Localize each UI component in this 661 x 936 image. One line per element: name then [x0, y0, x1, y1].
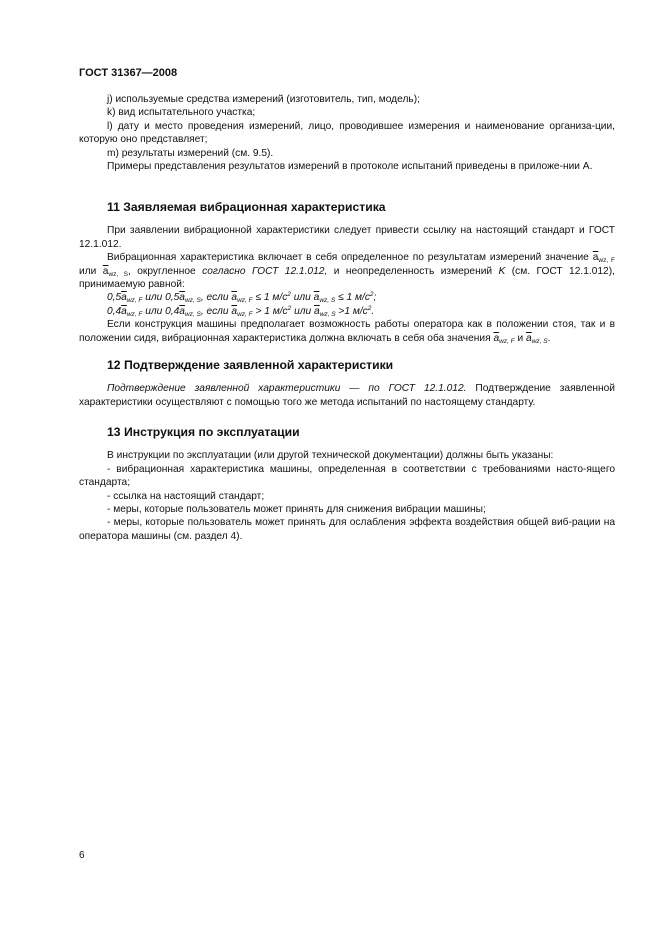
- page-number: 6: [79, 850, 85, 861]
- section-13-item-1: - вибрационная характеристика машины, определенная в соответствии с требованиями насто-ящего стандарта;: [79, 463, 615, 489]
- section-13-heading: 13 Инструкция по эксплуатации: [107, 425, 300, 439]
- section-13-item-3: - меры, которые пользователь может принять для снижения вибрации машины;: [107, 504, 486, 516]
- section-11-paragraph-3: Если конструкция машины предполагает возможность работы оператора как в положении стоя, так и в положении сидя, вибрационная характеристика должна включать в себя оба значения $\overline{a}_{wz, F}$ и $\overline{a}_{wz, S}$.: [79, 319, 615, 345]
- list-item-k: k) вид испытательного участка;: [107, 107, 256, 119]
- section-13-intro: В инструкции по эксплуатации (или другой технической документации) должны быть указаны:: [107, 450, 554, 462]
- section-13: [79, 426, 615, 543]
- list-item-m: m) результаты измерений (см. 9.5).: [107, 147, 274, 159]
- section-11: [79, 201, 615, 345]
- section-11-paragraph-1: При заявлении вибрационной характеристики следует привести ссылку на настоящий стандарт и ГОСТ 12.1.012.: [79, 225, 615, 250]
- list-item-j: j) используемые средства измерений (изготовитель, тип, модель);: [107, 94, 420, 105]
- section-12: [79, 359, 615, 409]
- section-11-paragraph-2: Вибрационная характеристика включает в себя определенное по результатам измерений значение $\overline{a}_{wz, F}$ или $\overline{a}_{wz, S}$, округленное согласно ГОСТ 12.1.012, и неопределенность измерений K (см. ГОСТ 12.1.012), принимаемую равной:: [79, 252, 616, 291]
- section-13-item-2: - ссылка на настоящий стандарт;: [107, 490, 265, 502]
- list-block: [79, 93, 615, 173]
- formula-line-2: $0,4\overline{a}_{wz, F}$ или $0,4\overline{a}_{wz, S}$, если $\overline{a}_{wz, F} > 1$ $м/с^2$ или $\overline{a}_{wz, S} >1$ $м/с^2$.: [107, 304, 375, 318]
- formula-line-1: $0,5\overline{a}_{wz, F}$ или $0,5\overline{a}_{wz, S}$, если $\overline{a}_{wz, F} \le 1$ $м/с^2$ или $\overline{a}_{wz, S} \le 1$ $м/с^2$;: [107, 291, 377, 305]
- section-12-heading: 12 Подтверждение заявленной характеристики: [107, 358, 394, 372]
- examples-paragraph: Примеры представления результатов измерений в протоколе испытаний приведены в приложе-нии А.: [107, 161, 593, 173]
- section-11-heading: 11 Заявляемая вибрационная характеристика: [107, 200, 386, 214]
- section-13-item-4: - меры, которые пользователь может принять для ослабления эффекта воздействия общей виб-рации на оператора машины (см. раздел 4).: [79, 517, 615, 542]
- list-item-l: l) дату и место проведения измерений, лицо, проводившее измерения и наименование организа-ции, которую оно представляет;: [79, 120, 615, 146]
- document-header: ГОСТ 31367—2008: [79, 67, 178, 79]
- section-12-paragraph: Подтверждение заявленной характеристики — по ГОСТ 12.1.012. Подтверждение заявленной характеристики осуществляют с помощью того же метода испытаний по настоящему стандарту.: [79, 383, 615, 408]
